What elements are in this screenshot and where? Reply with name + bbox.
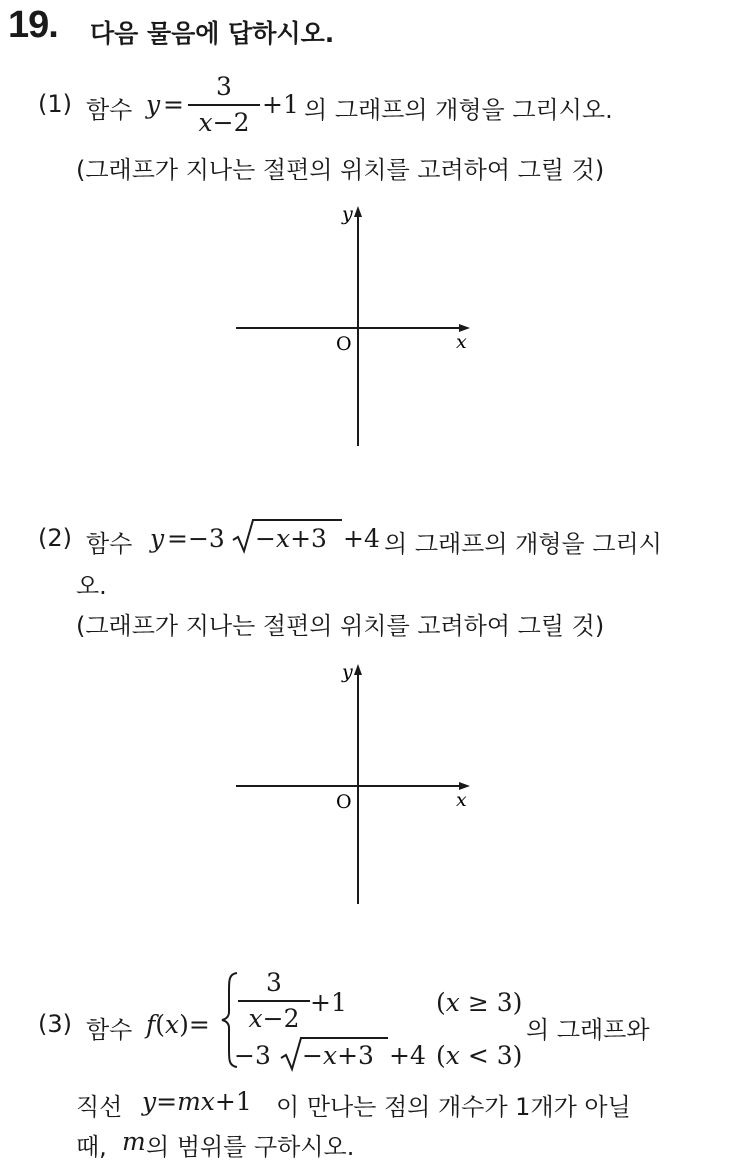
part2-y-label: y bbox=[342, 661, 353, 683]
part2-plus: +4 bbox=[343, 524, 380, 553]
part3-prefix: 함수 bbox=[86, 1016, 133, 1044]
part1-x-label: x bbox=[456, 331, 467, 353]
part2-radicand-var: x bbox=[275, 524, 291, 553]
part3-case2-sqrt-sign-icon bbox=[280, 1036, 302, 1072]
part1-eq: = bbox=[163, 90, 184, 119]
part2-origin-label: O bbox=[336, 791, 352, 813]
part3-fname: f bbox=[146, 1010, 156, 1039]
part3-case2-radicand-sign: − bbox=[302, 1041, 323, 1070]
question-title: 다음 물음에 답하시오. bbox=[90, 19, 335, 48]
part2-axes bbox=[230, 658, 480, 910]
part2-radicand-rest: +3 bbox=[290, 524, 327, 553]
part1-note: (그래프가 지나는 절편의 위치를 고려하여 그릴 것) bbox=[76, 156, 605, 184]
part3-line2-prefix: 직선 bbox=[76, 1093, 123, 1121]
part3-case1-condition bbox=[436, 988, 522, 1017]
part2-suffix: 의 그래프의 개형을 그리시 bbox=[384, 530, 662, 558]
part3-line-eq: = bbox=[156, 1087, 178, 1116]
part3-line-m: m bbox=[177, 1087, 201, 1116]
part3-case2-radicand-rest: +3 bbox=[337, 1041, 374, 1070]
part2-note: (그래프가 지나는 절편의 위치를 고려하여 그릴 것) bbox=[76, 612, 605, 640]
part3-line3-suffix: 의 범위를 구하시오. bbox=[146, 1133, 355, 1161]
part1-axes bbox=[230, 200, 480, 452]
part2-y-arrow-icon bbox=[354, 664, 362, 675]
part2-radicand-sign: − bbox=[255, 524, 276, 553]
part3-line-rest: +1 bbox=[214, 1087, 252, 1116]
part1-frac-bar bbox=[188, 104, 260, 106]
part3-suffix: 의 그래프와 bbox=[526, 1016, 650, 1044]
part3-case2-cond-rest: < 3) bbox=[459, 1041, 523, 1070]
question-number: 19. bbox=[8, 4, 58, 46]
part2-sqrt-bar bbox=[252, 519, 342, 521]
part3-line2-suffix: 이 만나는 점의 개수가 1개가 아닐 bbox=[276, 1093, 631, 1121]
part3-farg-open: ( bbox=[155, 1010, 166, 1039]
part3-function-name bbox=[146, 1010, 210, 1039]
part3-case2-sqrt-bar bbox=[300, 1037, 388, 1039]
part3-case1-bar bbox=[238, 1000, 310, 1002]
part3-line-lhs: y bbox=[142, 1087, 157, 1116]
part3-farg-close: )= bbox=[179, 1010, 210, 1039]
part2-eq: =−3 bbox=[167, 524, 225, 553]
part2-radicand bbox=[255, 524, 327, 553]
part3-case2-cond-open: ( bbox=[436, 1041, 446, 1070]
part1-y-arrow-icon bbox=[354, 206, 362, 217]
part2-prefix: 함수 bbox=[86, 530, 133, 558]
part3-case1-cond-rest: ≥ 3) bbox=[459, 988, 523, 1017]
part2-suffix2: 오. bbox=[76, 572, 107, 600]
part3-line-equation bbox=[142, 1087, 252, 1116]
part3-case2-radicand bbox=[302, 1041, 374, 1070]
part3-case2-condition bbox=[436, 1041, 522, 1070]
part1-frac-denominator bbox=[188, 108, 260, 137]
part1-y-label: y bbox=[342, 203, 353, 225]
part2-label: (2) bbox=[38, 524, 72, 552]
part3-case1-cond-var: x bbox=[445, 988, 460, 1017]
part3-case1-fraction bbox=[238, 968, 310, 1033]
part3-case1-den-rest: −2 bbox=[262, 1004, 300, 1033]
part2-lhs: y bbox=[150, 524, 165, 553]
part1-suffix: 의 그래프의 개형을 그리시오. bbox=[304, 96, 613, 124]
part1-fraction bbox=[188, 72, 260, 137]
part3-line3-m: m bbox=[122, 1127, 146, 1156]
part3-case1-numerator: 3 bbox=[266, 968, 282, 997]
part3-line-x: x bbox=[200, 1087, 215, 1116]
part1-den-rest: −2 bbox=[212, 108, 250, 137]
part3-case2-cond-var: x bbox=[445, 1041, 460, 1070]
part3-case2-plus: +4 bbox=[389, 1041, 426, 1070]
part3-farg-var: x bbox=[165, 1010, 180, 1039]
part3-case1-denominator bbox=[238, 1004, 310, 1033]
part1-plus: +1 bbox=[262, 90, 299, 119]
part1-frac-numerator: 3 bbox=[216, 72, 232, 101]
part3-case2-radicand-var: x bbox=[322, 1041, 338, 1070]
part3-case1-den-var: x bbox=[248, 1004, 263, 1033]
part3-case1-plus: +1 bbox=[310, 988, 347, 1017]
part1-den-var: x bbox=[198, 108, 213, 137]
part3-label: (3) bbox=[38, 1010, 72, 1038]
part3-line3-prefix: 때, bbox=[76, 1133, 107, 1161]
part3-case2-coef: −3 bbox=[234, 1041, 271, 1070]
part1-prefix: 함수 bbox=[86, 96, 133, 124]
part1-label: (1) bbox=[38, 90, 72, 118]
part2-sqrt-sign-icon bbox=[232, 518, 254, 554]
part1-lhs: y bbox=[146, 90, 161, 119]
part3-case1-cond-open: ( bbox=[436, 988, 446, 1017]
part1-origin-label: O bbox=[336, 333, 352, 355]
part2-x-label: x bbox=[456, 789, 467, 811]
